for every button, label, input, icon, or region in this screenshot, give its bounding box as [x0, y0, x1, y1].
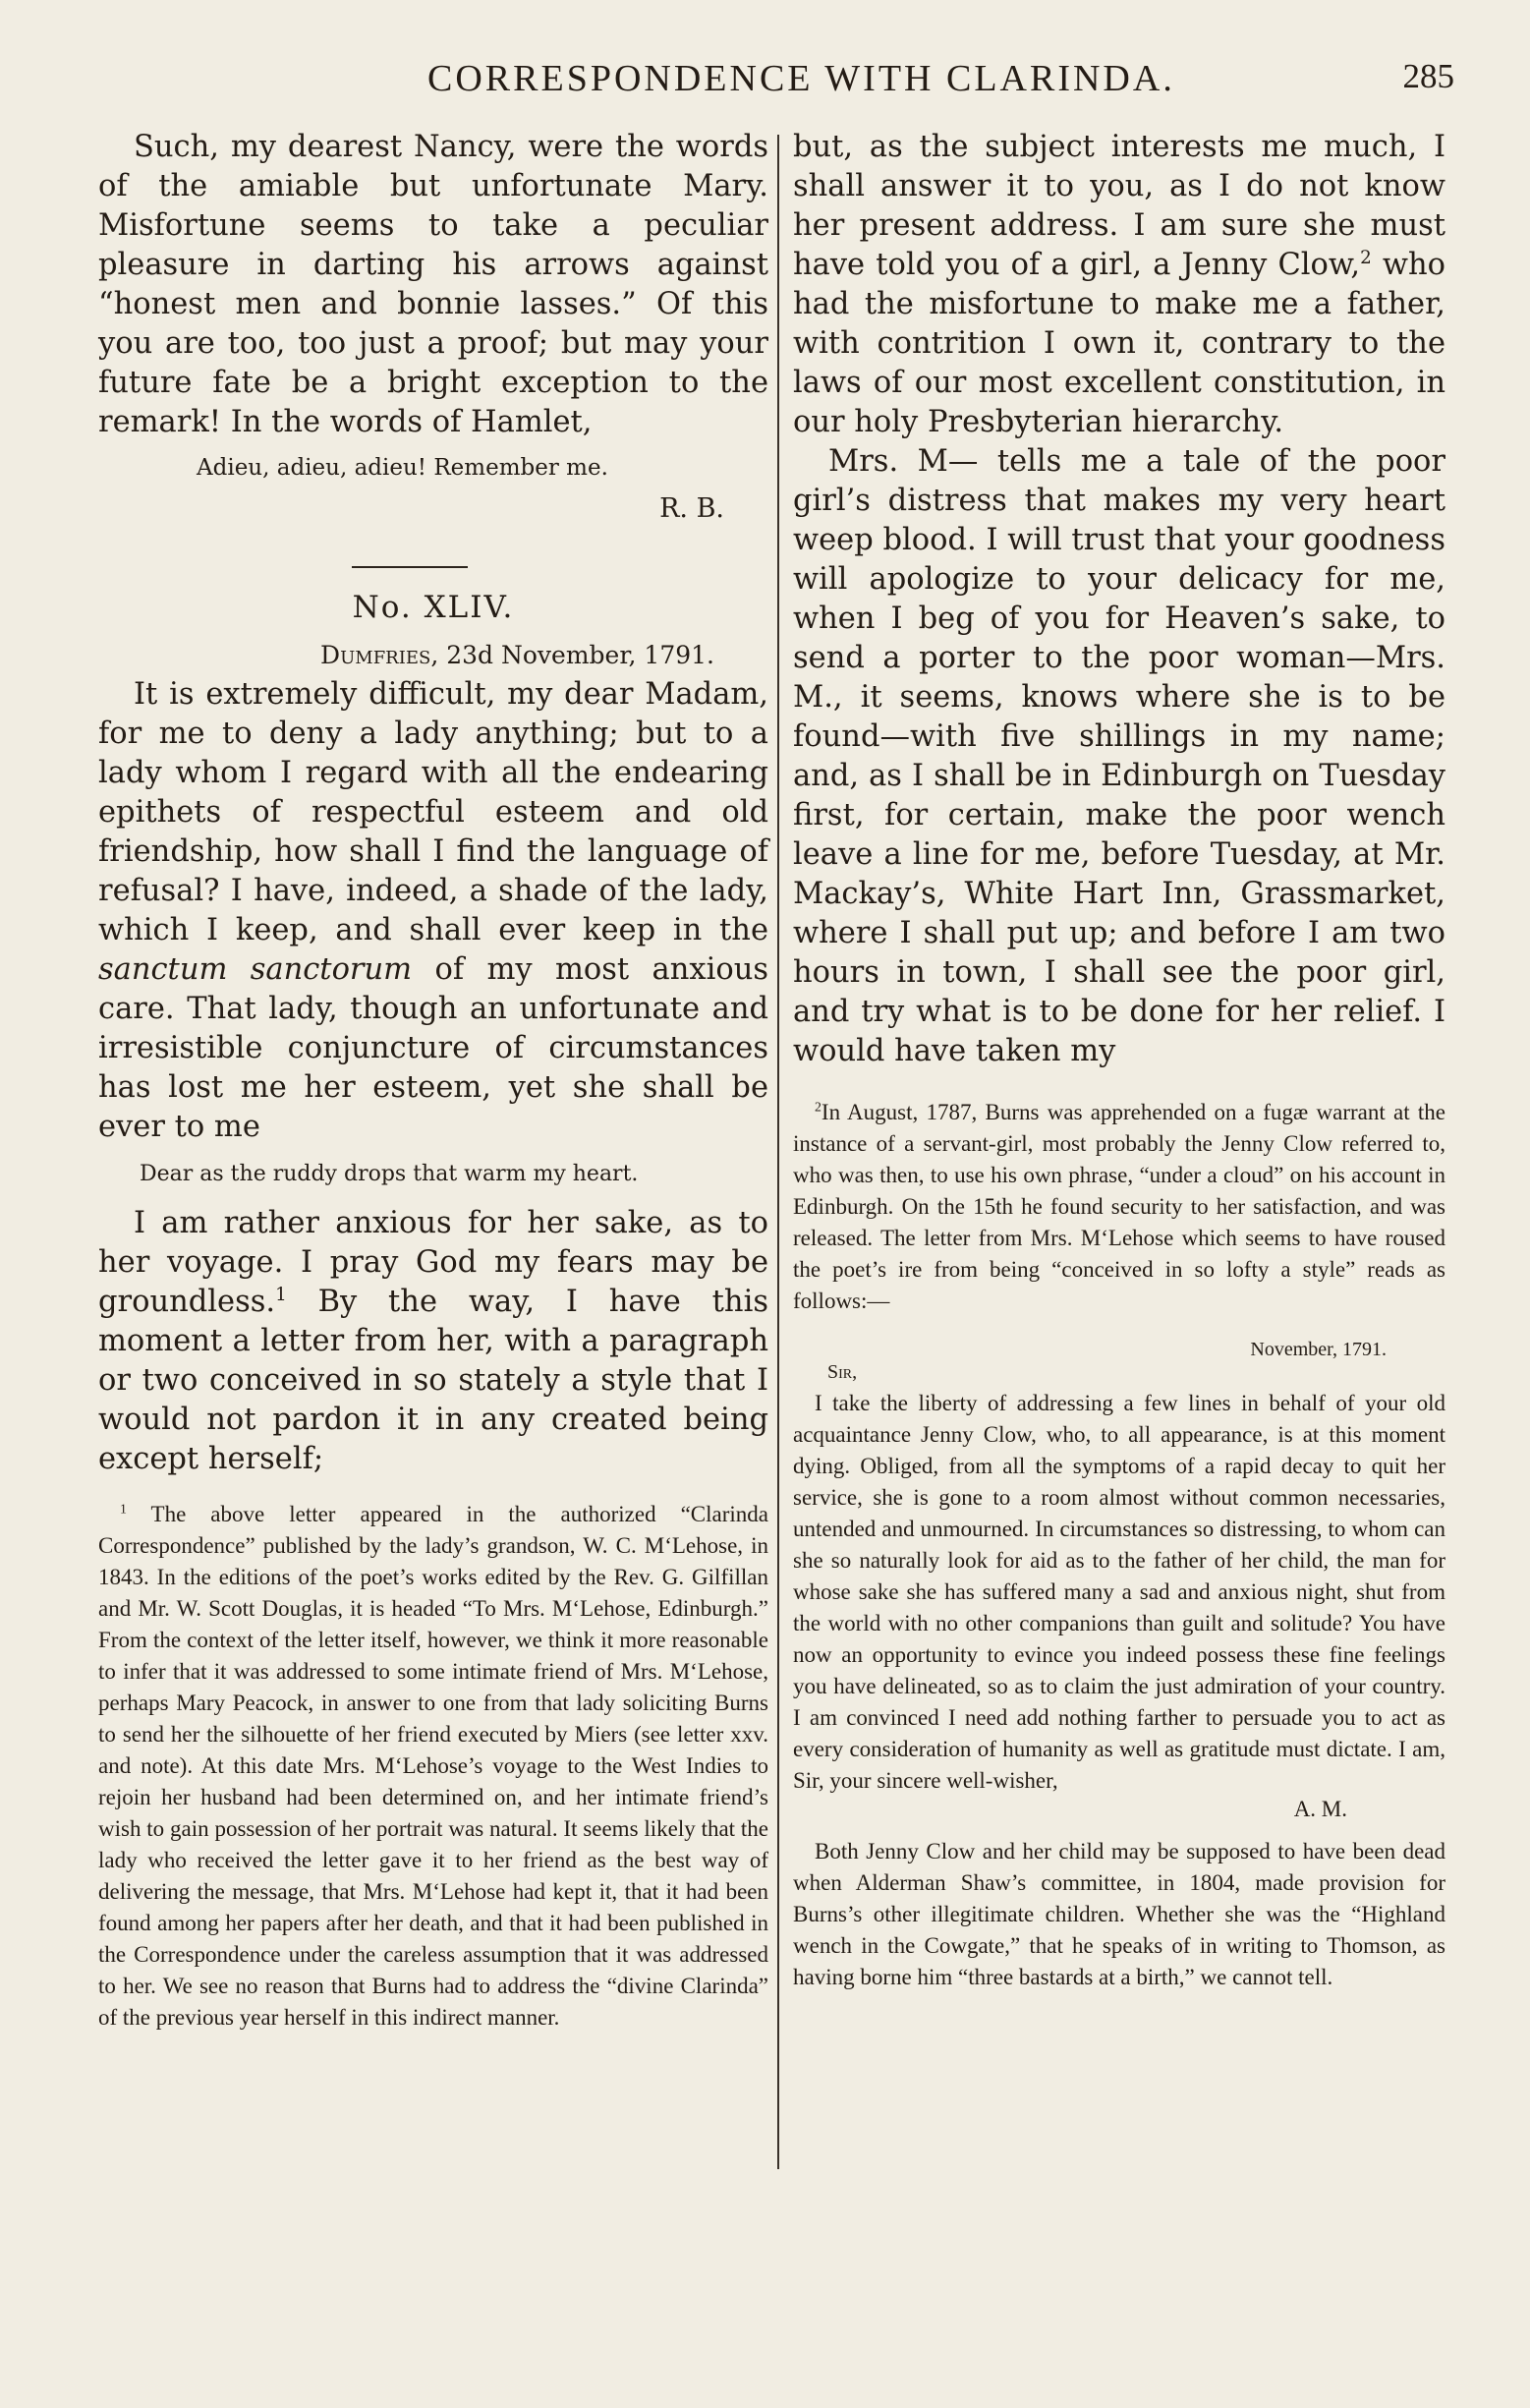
closing-paragraph: Such, my dearest Nancy, were the words of the amiable but unfortunate Mary. Misfortune seems to take a peculiar pleasure in darting his arrows against “honest men and bonnie lasses.” Of this you are too, too just a proof; but may your future fate be a bright exception to the remark! In the words of Hamlet, [98, 130, 768, 439]
right-column [793, 128, 1445, 1993]
ruddy-drops-quote: Dear as the ruddy drops that warm my heart. [140, 1162, 639, 1186]
footnote-2-intro [793, 1097, 1445, 1317]
quoted-letter-body: I take the liberty of addressing a few lines in behalf of your old acquaintance Jenny Clow, who, to all appearance, is at this moment dying. Obliged, from all the symptoms of a rapid decay to quit her service, she is gone to a room almost without common necessaries, untended and unmourned. In circumstances so distressing, to whom can she so naturally look for aid as to the father of her child, the man for whose sake she has suffered many a sad and anxious night, shut from the world with no other companions than guilt and solitude? You have now an opportunity to evince you indeed possess these fine feelings you have delineated, so as to claim the just admiration of your country. I am convinced I need add nothing farther to persuade you to act as every consideration of humanity as well as gratitude must dictate. I am, Sir, your sincere well-wisher, [793, 1391, 1445, 1793]
continued-paragraph [793, 128, 1445, 442]
letter-dateline [98, 641, 768, 669]
footnote-1 [98, 1499, 768, 2034]
continued-part-b: who had the misfortune to make me a father, with contrition I own it, contrary to the laws of our most excellent constitution, in our holy Presbyterian hierarchy. [793, 248, 1446, 439]
left-column [98, 128, 768, 2034]
footnote-2-intro-body: In August, 1787, Burns was apprehended on a fugæ warrant at the instance of a servant-girl, most probably the Jenny Clow referred to, who was then, to use his own phrase, “under a cloud” on his account in Edinburgh. On the 15th he found security to her satisfaction, and was released. The letter from Mrs. M‘Lehose which seems to have roused the poet’s ire from being “conceived in so lofty a style” reads as follows:— [793, 1100, 1445, 1313]
quoted-letter-salutation: Sir, [827, 1361, 858, 1383]
section-rule [352, 566, 468, 568]
dateline-date: , 23d November, 1791. [430, 641, 714, 669]
latin-phrase: sanctum sanctorum [98, 952, 413, 987]
footnote-1-marker: 1 [120, 1501, 127, 1517]
page-number: 285 [1402, 57, 1454, 95]
paragraph-2-part-a: I am rather anxious for her sake, as to her voyage. I pray God my fears may be groundless. [98, 1206, 768, 1319]
column-divider [777, 135, 779, 2169]
footnote-marker-2: 2 [1360, 247, 1372, 268]
quoted-letter-date: November, 1791. [1250, 1339, 1387, 1360]
footnote-2 [793, 1097, 1445, 1993]
dateline-place: Dumfries [320, 641, 431, 669]
running-title: CORRESPONDENCE WITH CLARINDA. [427, 58, 1175, 99]
footnote-2-conclusion: Both Jenny Clow and her child may be supposed to have been dead when Alderman Shaw’s committee, in 1804, made provision for Burns’s other illegitimate children. Whether she was the “Highland wench in the Cowgate,” that he speaks of in writing to Thomson, as having borne him “three bastards at a birth,” we cannot tell. [793, 1839, 1445, 1989]
paragraph-1-part-b: of my most anxious care. That lady, though an unfortunate and irresistible conjuncture of circumstances has lost me her esteem, yet she shall be ever to me [98, 952, 768, 1144]
letter-paragraph-1 [98, 675, 768, 1147]
paragraph-1-part-a: It is extremely difficult, my dear Madam, for me to deny a lady anything; but to a lady whom I regard with all the endearing epithets of respectful esteem and old friendship, how shall I find the language of refusal? I have, indeed, a shade of the lady, which I keep, and shall ever keep in the [98, 677, 768, 947]
paragraph-2-part-b: By the way, I have this moment a letter from her, with a paragraph or two conceived in so stately a style that I would not pardon it in any created being except herself; [98, 1285, 768, 1476]
quoted-letter-signature: A. M. [1293, 1797, 1347, 1821]
footnote-2-marker: 2 [815, 1099, 822, 1115]
hamlet-quote: Adieu, adieu, adieu! Remember me. [197, 455, 608, 481]
letter-number: No. XLIV. [352, 590, 515, 625]
letter-signature: R. B. [659, 493, 724, 524]
footnote-marker-1: 1 [275, 1284, 287, 1305]
footnote-1-text [98, 1499, 768, 2034]
letter-paragraph-3: Mrs. M— tells me a tale of the poor girl’s distress that makes my very heart weep blood. I will trust that your goodness will apologize to your delicacy for me, when I beg of you for Heaven’s sake, to send a porter to the poor woman—Mrs. M., it seems, knows where she is to be found—with five shillings in my name; and, as I shall be in Edinburgh on Tuesday first, for certain, make the poor wench leave a line for me, before Tuesday, at Mr. Mackay’s, White Hart Inn, Grassmarket, where I shall put up; and before I am two hours in town, I shall see the poor girl, and try what is to be done for her relief. I would have taken my [793, 444, 1445, 1068]
letter-paragraph-2 [98, 1204, 768, 1479]
footnote-1-body: The above letter appeared in the authorized “Clarinda Correspondence” published by the lady’s grandson, W. C. M‘Lehose, in 1843. In the editions of the poet’s works edited by the Rev. G. Gilfillan and Mr. W. Scott Douglas, it is headed “To Mrs. M‘Lehose, Edinburgh.” From the context of the letter itself, however, we think it more reasonable to infer that it was addressed to some intimate friend of Mrs. M‘Lehose, perhaps Mary Peacock, in answer to one from that lady soliciting Burns to send her the silhouette of her friend executed by Miers (see letter xxv. and note). At this date Mrs. M‘Lehose’s voyage to the West Indies to rejoin her husband had been determined on, and her intimate friend’s wish to gain possession of her portrait was natural. It seems likely that the lady who received the letter gave it to her friend as the best way of delivering the message, that Mrs. M‘Lehose had kept it, that it had been found among her papers after her death, and that it had been published in the Correspondence under the careless assumption that it was addressed to her. We see no reason that Burns had to address the “divine Clarinda” of the previous year herself in this indirect manner. [98, 1502, 768, 2030]
running-head [98, 57, 1454, 106]
continued-part-a: but, as the subject interests me much, I shall answer it to you, as I do not know her present address. I am sure she must have told you of a girl, a Jenny Clow, [793, 130, 1445, 282]
